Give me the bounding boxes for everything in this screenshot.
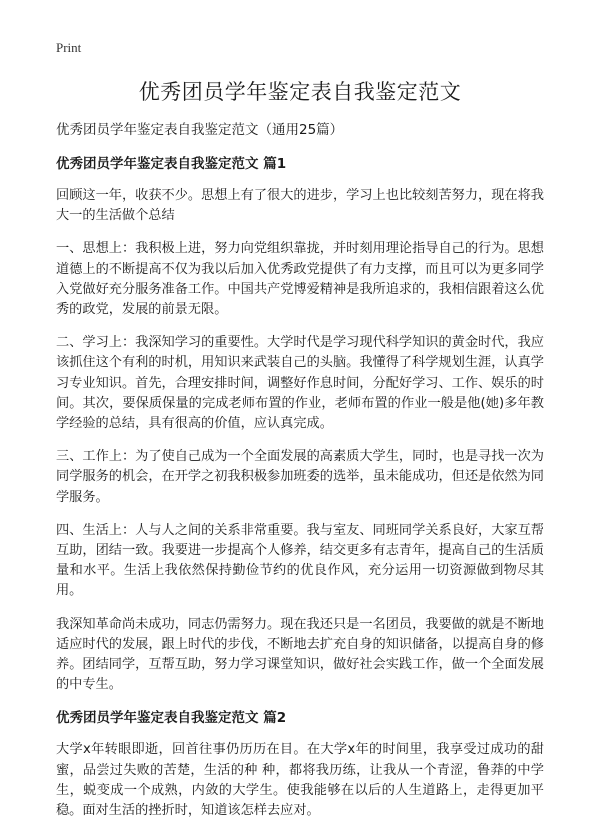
paragraph: 三、工作上：为了使自己成为一个全面发展的高素质大学生，同时，也是寻找一次为同学服务的机会，在开学之初我积极参加班委的选举，虽未能成功，但还是依然为同学服务。 (56, 449, 544, 505)
paragraph: 四、生活上：人与人之间的关系非常重要。我与室友、同班同学关系良好，大家互帮互助，团结一致。我要进一步提高个人修养，结交更多有志青年，提高自己的生活质量和水平。生活上我依然保持勤俭节约的优良作风，充分运用一切资源做到物尽其用。 (56, 522, 544, 599)
paragraph: 回顾这一年，收获不少。思想上有了很大的进步，学习上也比较刻苦努力，现在将我大一的生活做个总结 (56, 188, 544, 224)
document-subtitle: 优秀团员学年鉴定表自我鉴定范文（通用25篇） (56, 122, 344, 138)
print-link[interactable]: Print (56, 40, 82, 55)
paragraph: 一、思想上：我积极上进，努力向党组织靠拢，并时刻用理论指导自己的行为。思想道德上的不断提高不仅为我以后加入优秀政党提供了有力支撑，而且可以为更多同学入党做好充分服务准备工作。中国共产党博爱精神是我所追求的，我相信跟着这么优秀的政党，发展的前景无限。 (56, 241, 544, 318)
section-heading: 优秀团员学年鉴定表自我鉴定范文 篇1 (56, 156, 287, 172)
section-2 (56, 708, 544, 821)
paragraph: 二、学习上：我深知学习的重要性。大学时代是学习现代科学知识的黄金时代，我应该抓住这个有利的时机，用知识来武装自己的头脑。我懂得了科学规划生涯，认真学习专业知识。首先，合理安排时间，调整好作息时间，分配好学习、工作、娱乐的时间。其次，要保质保量的完成老师布置的作业，老师布置的作业一般是他(她)多年教学经验的总结，具有很高的价值，应认真完成。 (56, 335, 544, 432)
paragraph: 我深知革命尚未成功，同志仍需努力。现在我还只是一名团员，我要做的就是不断地适应时代的发展，跟上时代的步伐，不断地去扩充自身的知识储备，以提高自身的修养。团结同学，互帮互助，努力学习课堂知识，做好社会实践工作，做一个全面发展的中专生。 (56, 616, 544, 693)
page-title: 优秀团员学年鉴定表自我鉴定范文 (138, 80, 462, 104)
section-1 (56, 154, 544, 695)
paragraph: 大学x年转眼即逝，回首往事仍历历在目。在大学x年的时间里，我享受过成功的甜蜜，品尝过失败的苦楚，生活的种 种，都将我历练，让我从一个青涩，鲁莽的中学生，蜕变成一个成熟，内敛的大学生。使我能够在以后的人生道路上，走得更加平稳。面对生活的挫折时，知道该怎样去应对。 (56, 742, 544, 819)
section-heading: 优秀团员学年鉴定表自我鉴定范文 篇2 (56, 710, 287, 727)
